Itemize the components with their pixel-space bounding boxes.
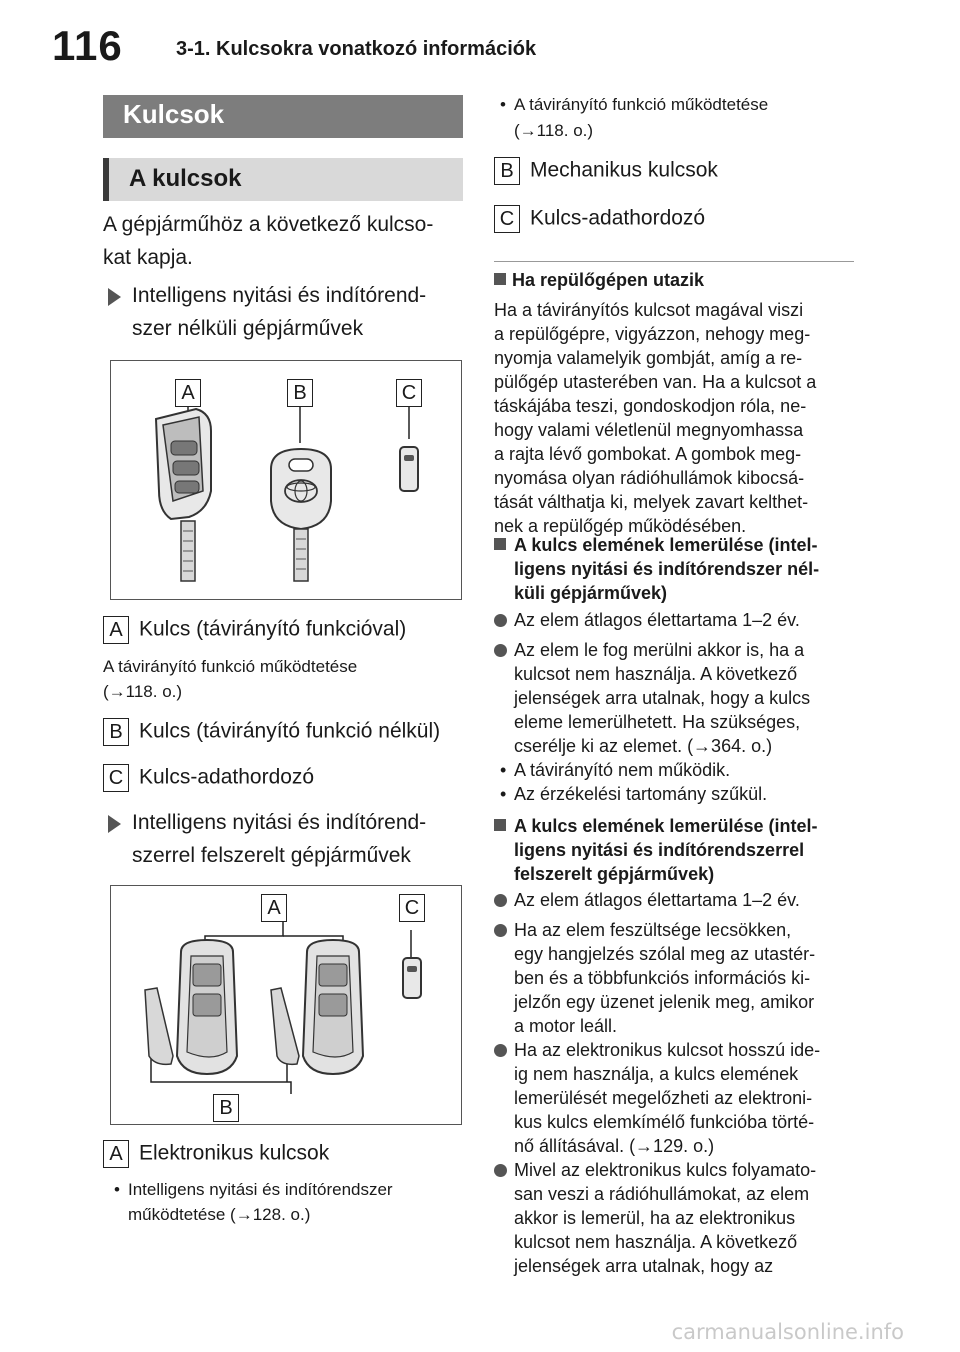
page-number: 116: [52, 22, 123, 69]
legend-label: B: [494, 157, 520, 185]
round-bullet-icon: [494, 644, 507, 657]
figure-label-c: C: [396, 379, 422, 407]
legend-item-card: [494, 205, 705, 233]
square-bullet-icon: [494, 819, 506, 831]
legend-text: Kulcs (távirányító funkció nélkül): [139, 719, 441, 743]
bullet-low-voltage: Ha az elem feszültsége lecsökken, egy hangjelzés szólal meg az utastér- ben és a többfunkciós információs ki- jelzőn egy üzenet jelenik meg, amikor a motor leáll.: [494, 918, 864, 1038]
legend-label: C: [103, 764, 129, 792]
figure-label-a: A: [175, 379, 201, 407]
legend-label: A: [103, 616, 129, 644]
round-bullet-icon: [494, 924, 507, 937]
note-remote-a: A távirányító funkció működtetése: [103, 657, 358, 676]
section-battery-no-smart-title: A kulcs elemének lemerülése (intel- ligens nyitási és indítórendszer nél- küli gépjárművek): [494, 533, 864, 605]
square-bullet-icon: [494, 538, 506, 550]
legend-text: Mechanikus kulcsok: [530, 158, 718, 182]
watermark: carmanualsonline.info: [671, 1320, 904, 1344]
note-smart-a: • Intelligens nyitási és indítórendszer: [114, 1180, 393, 1199]
bullet-drain-1: Az elem le fog merülni akkor is, ha a kulcsot nem használja. A következő jelenségek arra utalnak, hogy a kulcs eleme lemerülhetett. Ha szükséges, cserélje ki az elemet. (→364. o.): [494, 638, 864, 758]
figure-label-a: A: [261, 894, 287, 922]
section-airplane-body: Ha a távirányítós kulcsot magával viszi a repülőgépre, vigyázzon, nehogy meg- nyomja valamelyik gombját, amíg a re- pülőgép utasterében van. Ha a kulcsot a táskájába teszi, gondoskodjon róla, ne- hogy valami véletlenül megnyomhassa a rajta lévő gombokat. A gombok meg- nyomása olyan rádióhullámok kibocsá- tását válthatja ki, melyek zavart kelthet- nek a repülőgép működésében.: [494, 300, 817, 536]
legend-text: Kulcs-adathordozó: [139, 765, 315, 789]
subheading-smart: Intelligens nyitási és indítórend- szerrel felszerelt gépjárművek: [132, 811, 427, 867]
round-bullet-icon: [494, 894, 507, 907]
bullet-lifetime-2: Az elem átlagos élettartama 1–2 év.: [494, 888, 864, 912]
card-key-icon: [400, 447, 418, 491]
bullet-battery-saving: Ha az elektronikus kulcsot hosszú ide- ig nem használja, a kulcs elemének lemerülését megelőzheti az elektroni- kus kulcs elemkímélő funkcióba törté- nő állításával. (→129. o.): [494, 1038, 864, 1158]
chapter-title: 3-1. Kulcsokra vonatkozó információk: [176, 38, 537, 60]
legend-item-a: [103, 616, 406, 644]
bullet-radio-waves: Mivel az elektronikus kulcs folyamato- san veszi a rádióhullámokat, az elem akkor is lemerül, ha az elektronikus kulcsot nem használja. A következő jelenségek arra utalnak, hogy az: [494, 1158, 864, 1278]
arrow-bullet-icon: [108, 815, 121, 833]
legend-text: Kulcs (távirányító funkcióval): [139, 617, 407, 641]
legend-text: Elektronikus kulcsok: [139, 1141, 330, 1165]
smart-key-icon: [145, 940, 237, 1074]
mechanical-key-icon: [271, 449, 331, 581]
legend-item-electronic: [103, 1140, 329, 1168]
section-bar-kulcsok: Kulcsok: [103, 95, 463, 138]
remote-key-icon: [156, 409, 211, 581]
round-bullet-icon: [494, 614, 507, 627]
square-bullet-icon: [494, 273, 506, 285]
legend-label: A: [103, 1140, 129, 1168]
legend-item-mechanical: [494, 157, 718, 185]
round-bullet-icon: [494, 1164, 507, 1177]
note-remote-b: (→118. o.): [103, 682, 183, 701]
figure-label-c: C: [399, 894, 425, 922]
right-note-b: (→118. o.): [514, 121, 594, 140]
legend-item-c: [103, 764, 314, 792]
right-note-a: • A távirányító funkció működtetése: [500, 95, 769, 114]
section-battery-smart-title: A kulcs elemének lemerülése (intel- ligens nyitási és indítórendszerrel felszerelt gépjárművek): [494, 814, 864, 886]
intro-text: A gépjárműhöz a következő kulcso- kat kapja.: [103, 213, 434, 269]
arrow-bullet-icon: [108, 288, 121, 306]
sub-bullet-remote: • A távirányító nem működik.: [500, 760, 731, 780]
figure-label-b: B: [213, 1094, 239, 1122]
card-key-icon: [403, 958, 421, 998]
legend-text: Kulcs-adathordozó: [530, 206, 706, 230]
note-smart-b: működtetése (→128. o.): [128, 1205, 311, 1224]
legend-label: C: [494, 205, 520, 233]
smart-key-icon: [271, 940, 363, 1074]
divider: [494, 261, 854, 262]
legend-item-b: [103, 718, 440, 746]
figure-label-b: B: [287, 379, 313, 407]
sub-bullet-range: • Az érzékelési tartomány szűkül.: [500, 784, 768, 804]
figure-keys-smart: [110, 885, 462, 1125]
section-airplane-title: Ha repülőgépen utazik: [494, 268, 704, 292]
bullet-lifetime-1: Az elem átlagos élettartama 1–2 év.: [494, 608, 864, 632]
legend-label: B: [103, 718, 129, 746]
section-bar-a-kulcsok: A kulcsok: [103, 158, 463, 201]
round-bullet-icon: [494, 1044, 507, 1057]
subheading-no-smart: Intelligens nyitási és indítórend- szer nélküli gépjárművek: [132, 284, 427, 340]
figure-keys-no-smart: [110, 360, 462, 600]
